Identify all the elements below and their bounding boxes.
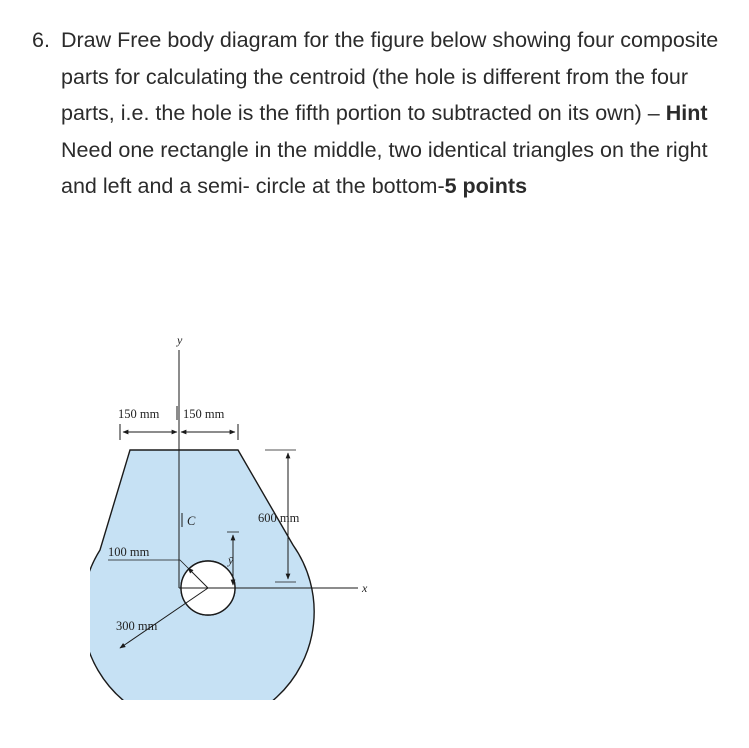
ybar-label: ȳ — [228, 553, 234, 567]
centroid-label: C — [187, 514, 196, 528]
dim-left-label: 150 mm — [118, 407, 160, 421]
hint-text: Need one rectangle in the middle, two identical triangles on the right and left and a semi- circle at the bottom- — [61, 137, 708, 198]
dim-height-label: 600 mm — [258, 511, 300, 525]
figure-svg — [90, 320, 420, 700]
dim-right-label: 150 mm — [183, 407, 225, 421]
hole-radius-label: 100 mm — [108, 545, 150, 559]
y-axis-label: y — [177, 333, 183, 347]
x-axis-label: x — [362, 581, 368, 595]
question-text — [32, 22, 737, 205]
hint-label: Hint — [665, 101, 708, 125]
centroid-figure — [90, 320, 420, 700]
question-intro: Draw Free body diagram for the figure below showing four composite parts for calculating the centroid (the hole is different from the four parts, i.e. the hole is the fifth portion to subtracted on its own) – — [61, 28, 719, 125]
question-number: 6. — [32, 28, 50, 52]
outer-radius-label: 300 mm — [116, 619, 158, 633]
points-label: 5 points — [444, 174, 528, 198]
question-body — [61, 22, 737, 205]
